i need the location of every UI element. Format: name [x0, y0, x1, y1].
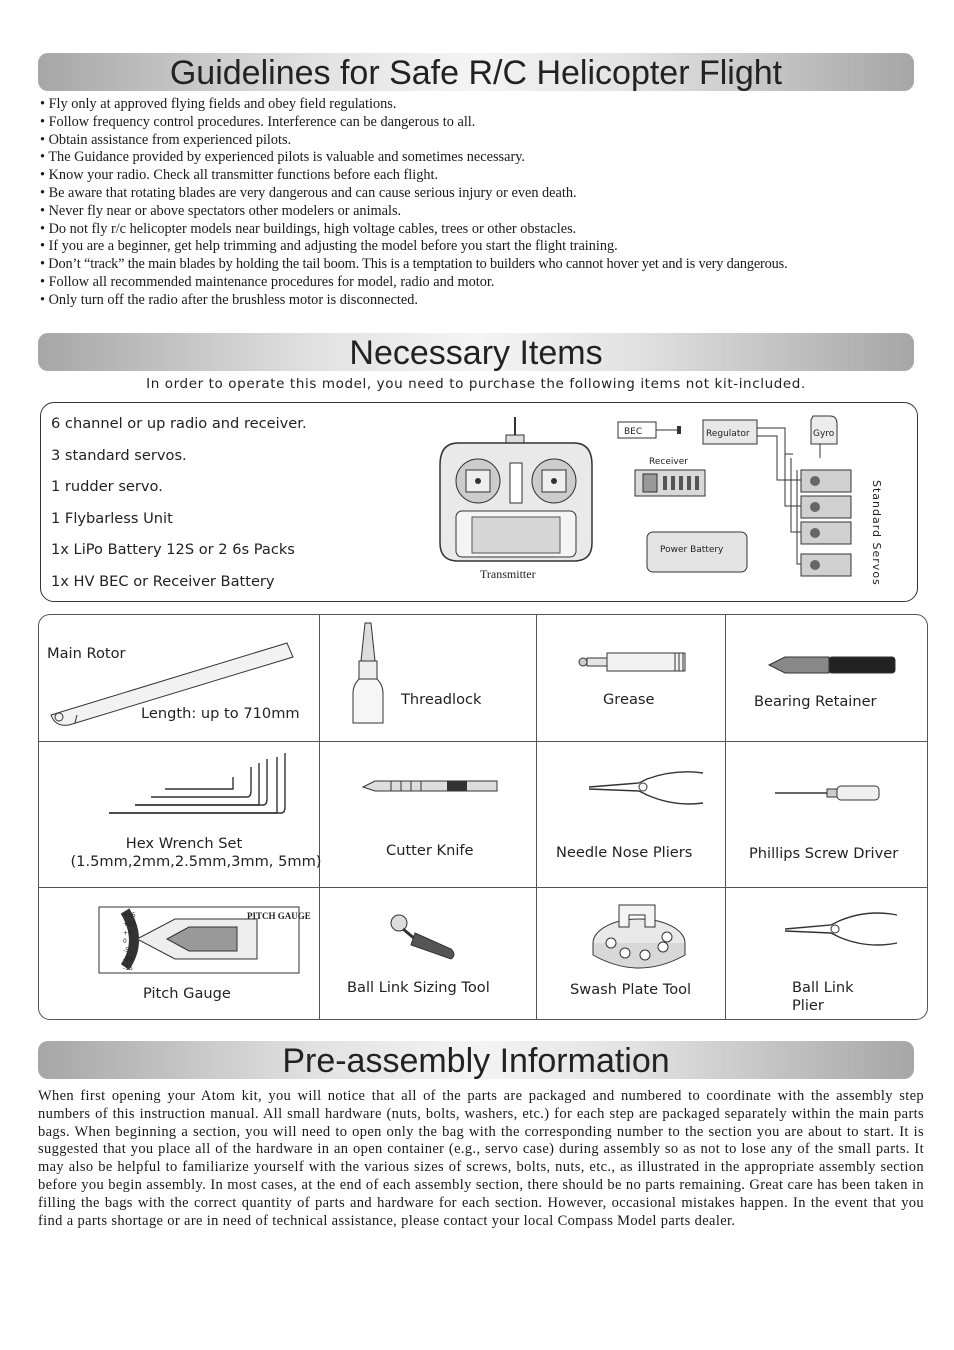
power-battery-label: Power Battery [660, 545, 724, 555]
hex-wrench-label: Hex Wrench Set [125, 835, 243, 852]
cutter-knife-icon [361, 775, 501, 795]
bearing-retainer-label: Bearing Retainer [754, 693, 877, 710]
phillips-screwdriver-label: Phillips Screw Driver [749, 845, 899, 862]
pitch-scale-tick: -15 [123, 965, 133, 972]
preassembly-section-title: Pre-assembly Information [38, 1041, 914, 1079]
tools-grid [38, 614, 928, 1020]
list-item: • Follow frequency control procedures. Interference can be dangerous to all. [40, 114, 920, 132]
preassembly-paragraph: When first opening your Atom kit, you will notice that all of the parts are packaged and numbered to coordinate with the assembly step numbers of this instruction manual. All small hardware (nuts, bolts, washers, etc.) for each step are packaged separately within the main parts bags. When beginning a section, you will need to open only the bag with the corresponding number to the section you are about to start. It is suggested that you place all of the hardware in an open container (e.g., servo case) during assembly so as not to lose any of the small parts. It may also be helpful to familiarize yourself with the various sizes of screws, bolts, nuts, etc., as illustrated in the appropriate assembly section before you begin assembly. In most cases, at the end of each assembly section, there should be no parts remaining. Great care has been taken in filling the bags with the correct quantity of parts and hardware for each section. However, occasional mistakes happen. In the event that you find a parts shortage or are in need of technical assistance, please contact your local Compass Model parts dealer. [38, 1088, 924, 1229]
bec-label: BEC [624, 427, 643, 437]
list-item: 6 channel or up radio and receiver. [51, 415, 307, 432]
electronics-diagram [615, 414, 895, 589]
ball-link-plier-icon [781, 903, 901, 953]
list-item: • The Guidance provided by experienced pilots is valuable and sometimes necessary. [40, 149, 920, 167]
threadlock-bottle-icon [351, 621, 391, 727]
list-item: • If you are a beginner, get help trimming and adjusting the model before you start the flight training. [40, 238, 920, 256]
receiver-label: Receiver [649, 457, 688, 467]
necessary-intro: In order to operate this model, you need to purchase the following items not kit-included. [146, 376, 806, 392]
pitch-scale-tick: -5 [123, 947, 129, 954]
rotor-length-label: Length: up to 710mm [141, 705, 300, 722]
pitch-gauge-label: Pitch Gauge [143, 985, 231, 1002]
list-item: • Do not fly r/c helicopter models near buildings, high voltage cables, trees or other obstacles. [40, 221, 920, 239]
phillips-screwdriver-icon [771, 783, 883, 803]
regulator-label: Regulator [706, 429, 750, 439]
transmitter-label: Transmitter [480, 567, 536, 581]
list-item: • Be aware that rotating blades are very dangerous and can cause serious injury or even death. [40, 185, 920, 203]
pitch-scale-tick: +10 [123, 921, 136, 928]
hex-wrench-sizes: (1.5mm,2mm,2.5mm,3mm, 5mm) [70, 853, 322, 870]
main-rotor-label: Main Rotor [47, 645, 126, 662]
threadlock-label: Threadlock [401, 691, 482, 708]
list-item: • Only turn off the radio after the brushless motor is disconnected. [40, 292, 920, 310]
list-item: 1 rudder servo. [51, 478, 163, 496]
needle-nose-pliers-label: Needle Nose Pliers [556, 844, 693, 861]
necessary-section-title: Necessary Items [38, 333, 914, 371]
needle-nose-pliers-icon [585, 765, 709, 811]
list-item: 3 standard servos. [51, 446, 187, 464]
necessary-items-list [51, 414, 307, 604]
list-item: • Never fly near or above spectators other modelers or animals. [40, 203, 920, 221]
list-item: 1 Flybarless Unit [51, 509, 173, 527]
hex-wrench-set-icon [105, 747, 285, 817]
ball-link-sizing-tool-icon [385, 911, 461, 961]
cutter-knife-label: Cutter Knife [386, 842, 474, 859]
grease-label: Grease [603, 691, 655, 708]
list-item: • Fly only at approved flying fields and obey field regulations. [40, 96, 920, 114]
pitch-scale-tick: -10 [123, 956, 133, 963]
ball-link-plier-label: Ball Link [792, 979, 854, 996]
ball-link-sizing-label: Ball Link Sizing Tool [347, 979, 490, 996]
list-item: • Obtain assistance from experienced pilots. [40, 132, 920, 150]
safety-rules-list [40, 96, 920, 310]
bearing-retainer-icon [765, 653, 905, 677]
list-item: 1x HV BEC or Receiver Battery [51, 572, 275, 590]
list-item: 1x LiPo Battery 12S or 2 6s Packs [51, 541, 295, 559]
list-item: • Don’t “track” the main blades by holding the tail boom. This is a temptation to builders who cannot hover yet and is very dangerous. [40, 256, 920, 274]
list-item: • Know your radio. Check all transmitter functions before each flight. [40, 167, 920, 185]
ball-link-plier-label-2: Plier [792, 997, 824, 1014]
swash-plate-tool-icon [589, 899, 689, 975]
safety-section-title: Guidelines for Safe R/C Helicopter Flight [38, 53, 914, 91]
pitch-scale-tick: +15 [123, 912, 136, 919]
transmitter-illustration [440, 415, 600, 585]
list-item: • Follow all recommended maintenance procedures for model, radio and motor. [40, 274, 920, 292]
pitch-gauge-icon [97, 905, 311, 975]
grease-tube-icon [575, 647, 695, 677]
standard-servos-label: Standard Servos [870, 480, 883, 586]
pitch-gauge-printed-title: PITCH GAUGE [247, 911, 311, 921]
pitch-scale-tick: +5 [123, 930, 132, 937]
swash-plate-label: Swash Plate Tool [570, 981, 692, 998]
gyro-label: Gyro [813, 429, 835, 439]
pitch-scale-tick: 0 [123, 938, 127, 945]
